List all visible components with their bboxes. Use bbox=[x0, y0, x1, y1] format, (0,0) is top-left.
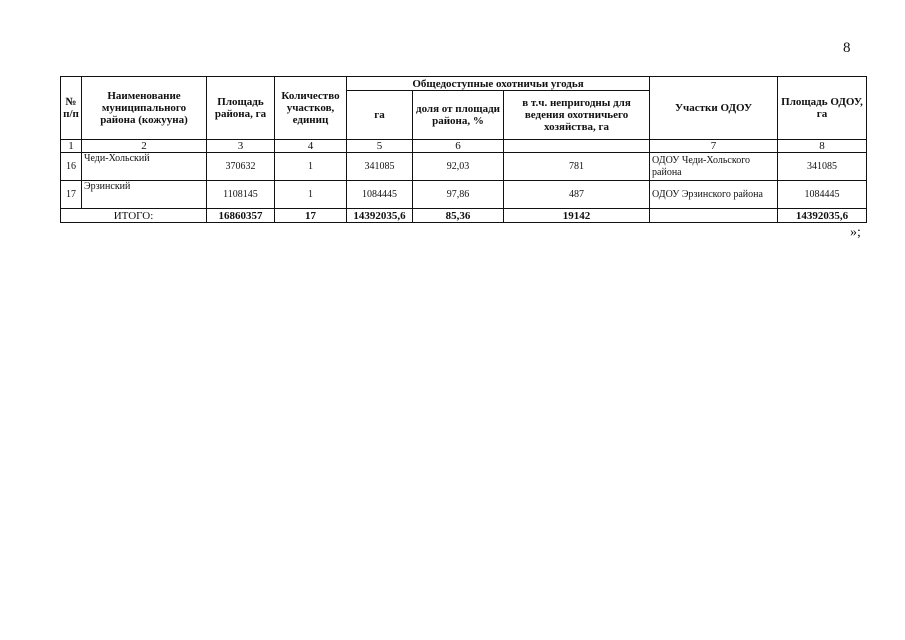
row-share: 92,03 bbox=[413, 153, 504, 181]
column-number: 7 bbox=[650, 140, 778, 153]
header-ga: га bbox=[347, 91, 413, 140]
row-name: Чеди-Хольский bbox=[82, 153, 207, 181]
total-plot bbox=[650, 209, 778, 223]
column-number: 1 bbox=[61, 140, 82, 153]
row-plot-area: 341085 bbox=[778, 153, 867, 181]
column-number: 3 bbox=[207, 140, 275, 153]
row-unfit: 487 bbox=[504, 181, 650, 209]
row-plot: ОДОУ Эрзинского района bbox=[650, 181, 778, 209]
header-count: Количество участков, единиц bbox=[275, 77, 347, 140]
row-area: 370632 bbox=[207, 153, 275, 181]
header-plots-area: Площадь ОДОУ, га bbox=[778, 77, 867, 140]
row-ga: 1084445 bbox=[347, 181, 413, 209]
header-area: Площадь района, га bbox=[207, 77, 275, 140]
row-plot-area: 1084445 bbox=[778, 181, 867, 209]
row-count: 1 bbox=[275, 153, 347, 181]
total-label: ИТОГО: bbox=[61, 209, 207, 223]
hunting-grounds-table bbox=[60, 76, 867, 223]
table-row bbox=[61, 181, 867, 209]
column-number bbox=[504, 140, 650, 153]
row-plot: ОДОУ Чеди-Хольского района bbox=[650, 153, 778, 181]
row-num: 16 bbox=[61, 153, 82, 181]
row-share: 97,86 bbox=[413, 181, 504, 209]
row-count: 1 bbox=[275, 181, 347, 209]
header-group: Общедоступные охотничьи угодья bbox=[347, 77, 650, 91]
header-name: Наименование муниципального района (кожууна) bbox=[82, 77, 207, 140]
column-number: 2 bbox=[82, 140, 207, 153]
column-number: 5 bbox=[347, 140, 413, 153]
total-area: 16860357 bbox=[207, 209, 275, 223]
row-num: 17 bbox=[61, 181, 82, 209]
row-name: Эрзинский bbox=[82, 181, 207, 209]
header-num: № п/п bbox=[61, 77, 82, 140]
total-row bbox=[61, 209, 867, 223]
row-unfit: 781 bbox=[504, 153, 650, 181]
total-ga: 14392035,6 bbox=[347, 209, 413, 223]
column-number: 6 bbox=[413, 140, 504, 153]
total-count: 17 bbox=[275, 209, 347, 223]
page-number: 8 bbox=[843, 40, 851, 56]
header-plots: Участки ОДОУ bbox=[650, 77, 778, 140]
row-area: 1108145 bbox=[207, 181, 275, 209]
row-ga: 341085 bbox=[347, 153, 413, 181]
closing-quote: »; bbox=[850, 225, 861, 240]
column-number-row bbox=[61, 140, 867, 153]
header-share: доля от площади района, % bbox=[413, 91, 504, 140]
column-number: 8 bbox=[778, 140, 867, 153]
table-row bbox=[61, 153, 867, 181]
header-unfit: в т.ч. непригодны для ведения охотничьего хозяйства, га bbox=[504, 91, 650, 140]
total-unfit: 19142 bbox=[504, 209, 650, 223]
total-plot-area: 14392035,6 bbox=[778, 209, 867, 223]
column-number: 4 bbox=[275, 140, 347, 153]
total-share: 85,36 bbox=[413, 209, 504, 223]
